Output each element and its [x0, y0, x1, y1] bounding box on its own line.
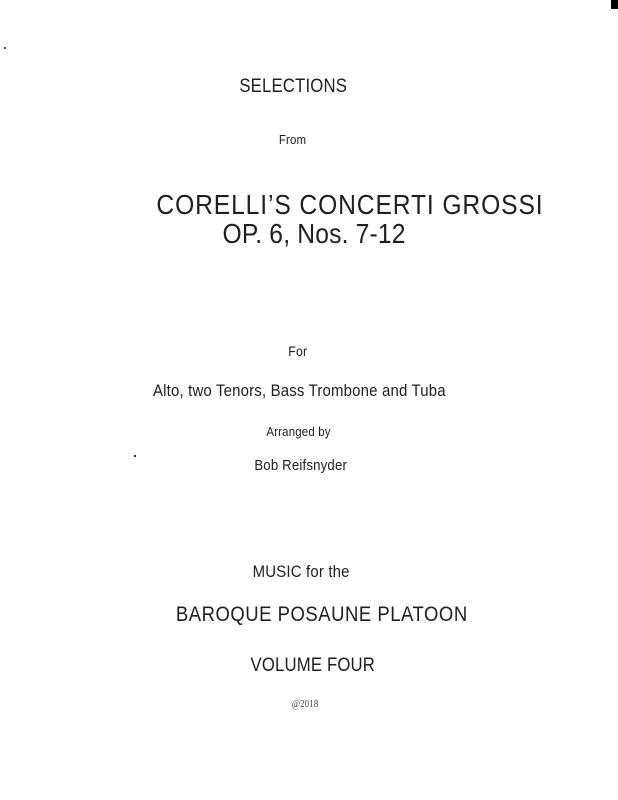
for-label: For [288, 343, 308, 359]
opus-number: OP. 6, Nos. 7-12 [222, 218, 406, 249]
copyright-notice: @2018 [291, 699, 319, 710]
scan-corner-mark [611, 0, 618, 9]
arranger-name: Bob Reifsnyder [254, 457, 348, 474]
arranged-by-label: Arranged by [266, 424, 331, 439]
heading-selections: SELECTIONS [239, 76, 348, 97]
from-label: From [278, 132, 307, 147]
work-title: CORELLI’S CONCERTI GROSSI [156, 189, 544, 220]
scan-speck [4, 47, 6, 49]
scan-speck [134, 455, 136, 457]
volume-label: VOLUME FOUR [250, 655, 376, 676]
instrumentation: Alto, two Tenors, Bass Trombone and Tuba [152, 381, 446, 400]
series-name: BAROQUE POSAUNE PLATOON [175, 603, 468, 626]
series-prefix: MUSIC for the [252, 562, 350, 581]
